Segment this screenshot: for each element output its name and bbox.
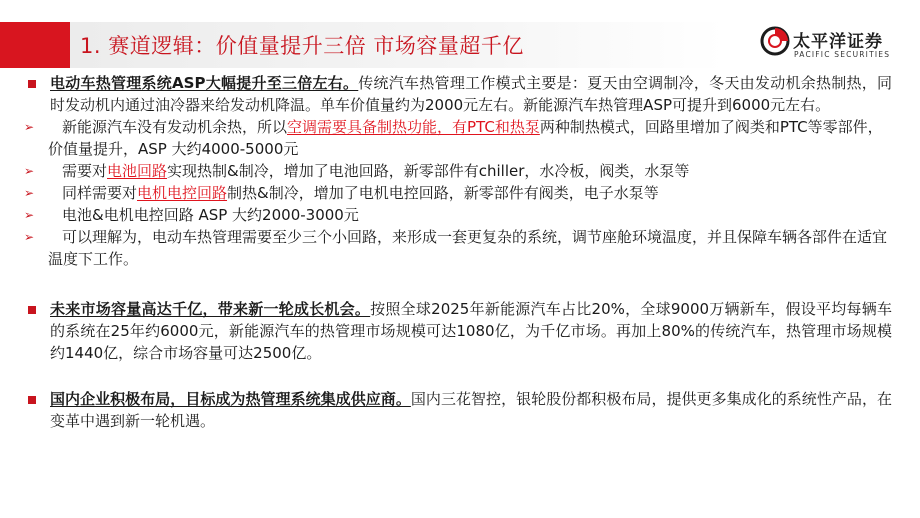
highlight-text: 电机电控回路	[137, 184, 228, 202]
sub-text: 电池&电机电控回路 ASP 大约2000-3000元	[62, 206, 359, 224]
logo-mark-icon	[760, 26, 790, 56]
section-body: 按照全球2025年新能源汽车占比20%，全球9000万辆新车，假设平均每辆车的系统在25年约6000元，新能源汽车的热管理市场规模可达1080亿，为千亿市场。再加上80%的传统汽车，热管理市场规模约1440亿，综合市场容量可达2500亿。	[50, 300, 892, 362]
square-bullet-icon	[28, 396, 36, 404]
sub-point	[22, 160, 892, 182]
section-body: 传统汽车热管理工作模式主要是：夏天由空调制冷，冬天由发动机余热制热，同时发动机内通过油冷器来给发动机降温。单车价值量约为2000元左右。新能源汽车热管理ASP可提升到6000元左右。	[50, 74, 892, 114]
sub-point	[22, 182, 892, 204]
sub-text: 新能源汽车没有发动机余热，所以	[62, 118, 288, 136]
sub-point	[22, 204, 892, 226]
sub-text: 可以理解为，电动车热管理需要至少三个小回路，来形成一套更复杂的系统，调节座舱环境温度，并且保障车辆各部件在适宜温度下工作。	[48, 228, 888, 268]
logo-text-en: PACIFIC SECURITIES	[794, 50, 891, 59]
page-title: 1. 赛道逻辑：价值量提升三倍 市场容量超千亿	[80, 34, 524, 58]
sub-text: 制热&制冷，增加了电机电控回路，新零部件有阀类，电子水泵等	[227, 184, 659, 202]
section-market-size	[22, 298, 892, 364]
arrow-bullet-icon: ➢	[24, 186, 35, 200]
section-lead: 未来市场容量高达千亿，带来新一轮成长机会。	[50, 300, 371, 318]
arrow-bullet-icon: ➢	[24, 230, 35, 244]
square-bullet-icon	[28, 306, 36, 314]
arrow-bullet-icon: ➢	[24, 120, 35, 134]
sub-text: 两种制热模式，回路里增加了阀类和PTC等零部件，价值量提升，ASP 大约4000-5000元	[48, 118, 883, 158]
logo-text-cn: 太平洋证券	[793, 32, 883, 52]
arrow-bullet-icon: ➢	[24, 208, 35, 222]
sub-point	[22, 226, 892, 270]
highlight-text: 空调需要具备制热功能，有PTC和热泵	[287, 118, 540, 136]
highlight-text: 电池回路	[107, 162, 168, 180]
title-accent-block	[0, 22, 70, 68]
sub-text: 实现热制&制冷，增加了电池回路，新零部件有chiller，水冷板，阀类，水泵等	[167, 162, 690, 180]
arrow-bullet-icon: ➢	[24, 164, 35, 178]
section-lead: 国内企业积极布局，目标成为热管理系统集成供应商。	[50, 390, 411, 408]
sub-text: 需要对	[62, 162, 108, 180]
sub-point	[22, 116, 892, 160]
company-logo	[760, 22, 910, 68]
main-content	[22, 72, 892, 432]
title-bar	[0, 22, 725, 68]
section-lead: 电动车热管理系统ASP大幅提升至三倍左右。	[50, 74, 359, 92]
sub-text: 同样需要对	[62, 184, 138, 202]
section-ev-asp	[22, 72, 892, 116]
section-body: 国内三花智控，银轮股份都积极布局，提供更多集成化的系统性产品，在变革中遇到新一轮机遇。	[50, 390, 892, 430]
section-domestic-players	[22, 388, 892, 432]
square-bullet-icon	[28, 80, 36, 88]
